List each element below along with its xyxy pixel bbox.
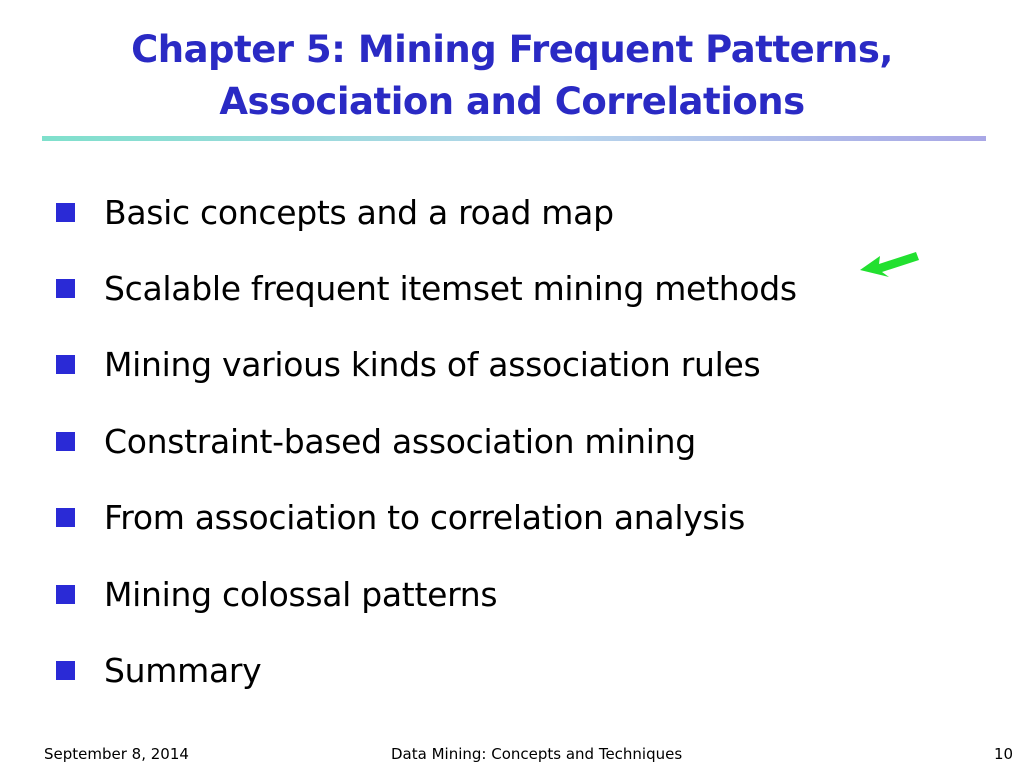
arrow-left-icon xyxy=(858,246,924,280)
bullet-item xyxy=(56,190,614,234)
bullet-text: Scalable frequent itemset mining methods xyxy=(104,268,797,308)
page-number: 10 xyxy=(994,745,1014,763)
bullet-item xyxy=(56,419,696,463)
bullet-square-icon xyxy=(56,508,75,527)
bullet-square-icon xyxy=(56,585,75,604)
slide-title-line-1: Chapter 5: Mining Frequent Patterns, xyxy=(131,28,893,71)
bullet-item xyxy=(56,342,760,386)
slide-title-line-2: Association and Correlations xyxy=(219,80,805,123)
bullet-square-icon xyxy=(56,203,75,222)
bullet-square-icon xyxy=(56,279,75,298)
bullet-text: Mining colossal patterns xyxy=(104,574,498,614)
bullet-square-icon xyxy=(56,661,75,680)
bullet-text: Mining various kinds of association rules xyxy=(104,344,761,384)
bullet-item xyxy=(56,495,745,539)
bullet-text: Constraint-based association mining xyxy=(104,421,696,461)
bullet-item xyxy=(56,572,497,616)
footer-title: Data Mining: Concepts and Techniques xyxy=(391,745,683,763)
bullet-item xyxy=(56,648,261,692)
bullet-square-icon xyxy=(56,355,75,374)
bullet-text: Summary xyxy=(104,650,262,690)
bullet-text: From association to correlation analysis xyxy=(104,497,746,537)
bullet-square-icon xyxy=(56,432,75,451)
bullet-item xyxy=(56,266,797,310)
footer-date: September 8, 2014 xyxy=(44,745,189,763)
bullet-text: Basic concepts and a road map xyxy=(104,192,614,232)
